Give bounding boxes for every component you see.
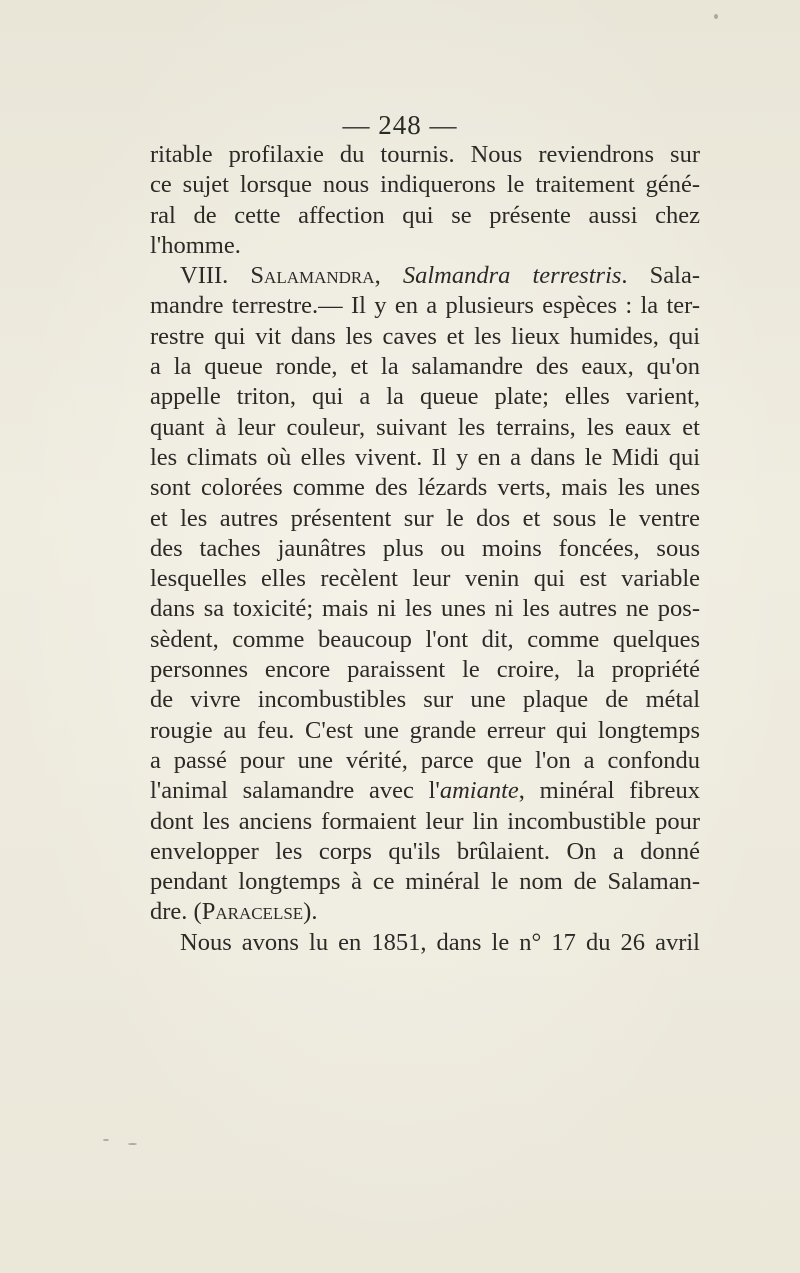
text-line: appelle triton, qui a la queue plate; elles varient, [150,383,700,411]
text-line: personnes encore paraissent le croire, la propriété [150,656,700,684]
paper-speck [128,1143,137,1145]
text-line: envelopper les corps qu'ils brûlaient. On a donné [150,837,700,865]
text-line: des taches jaunâtres plus ou moins foncées, sous [150,534,700,562]
text-line: ral de cette affection qui se présente aussi chez [150,201,700,229]
continuation: . Sala- [621,262,700,290]
text-line: ritable profilaxie du tournis. Nous reviendrons sur [150,141,700,168]
text-line-paracelse [150,897,700,927]
section-number: VIII. [180,262,251,290]
text-line: et les autres présentent sur le dos et sous le ventre [150,504,700,532]
author-paracelse: Paracelse [201,898,304,926]
text-segment: ). [303,898,318,926]
paper-speck [103,1139,109,1141]
text-line: restre qui vit dans les caves et les lieux humides, qui [150,322,700,350]
separator: , [374,262,403,290]
species-name: Salmandra terrestris [402,262,622,290]
text-segment: l'animal salamandre avec l' [150,777,440,805]
genus-name: Salamandra [250,262,375,290]
text-line: dont les anciens formaient leur lin incombustible pour [150,807,700,835]
term-amiante: amiante [439,777,519,805]
text-line: a la queue ronde, et la salamandre des eaux, qu'on [150,353,700,381]
text-line: les climats où elles vivent. Il y en a dans le Midi qui [150,443,700,471]
text-line: pendant longtemps à ce minéral le nom de Salaman- [150,868,700,896]
text-line: sont colorées comme des lézards verts, mais les unes [150,474,700,502]
text-line-section-heading [150,261,700,291]
text-line: dans sa toxicité; mais ni les unes ni les autres ne pos- [150,595,700,623]
text-line: quant à leur couleur, suivant les terrains, les eaux et [150,413,700,441]
text-line: sèdent, comme beaucoup l'ont dit, comme quelques [150,625,700,653]
text-line: mandre terrestre.— Il y en a plusieurs espèces : la ter- [150,292,700,320]
text-line: l'homme. [150,231,241,259]
text-line: a passé pour une vérité, parce que l'on a confondu [150,746,700,774]
text-line: rougie au feu. C'est une grande erreur qui longtemps [150,716,700,744]
text-segment: dre. ( [150,898,202,926]
text-line: lesquelles elles recèlent leur venin qui est variable [150,565,700,593]
text-line: Nous avons lu en 1851, dans le n° 17 du 26 avril [180,928,700,956]
paper-speck [714,14,718,19]
body-text [150,140,700,958]
text-segment: , minéral fibreux [518,777,700,805]
text-line: ce sujet lorsque nous indiquerons le traitement géné- [150,171,700,199]
page-number: — 248 — [342,110,458,140]
text-line-amiante [150,776,700,806]
text-line: de vivre incombustibles sur une plaque de métal [150,686,700,714]
